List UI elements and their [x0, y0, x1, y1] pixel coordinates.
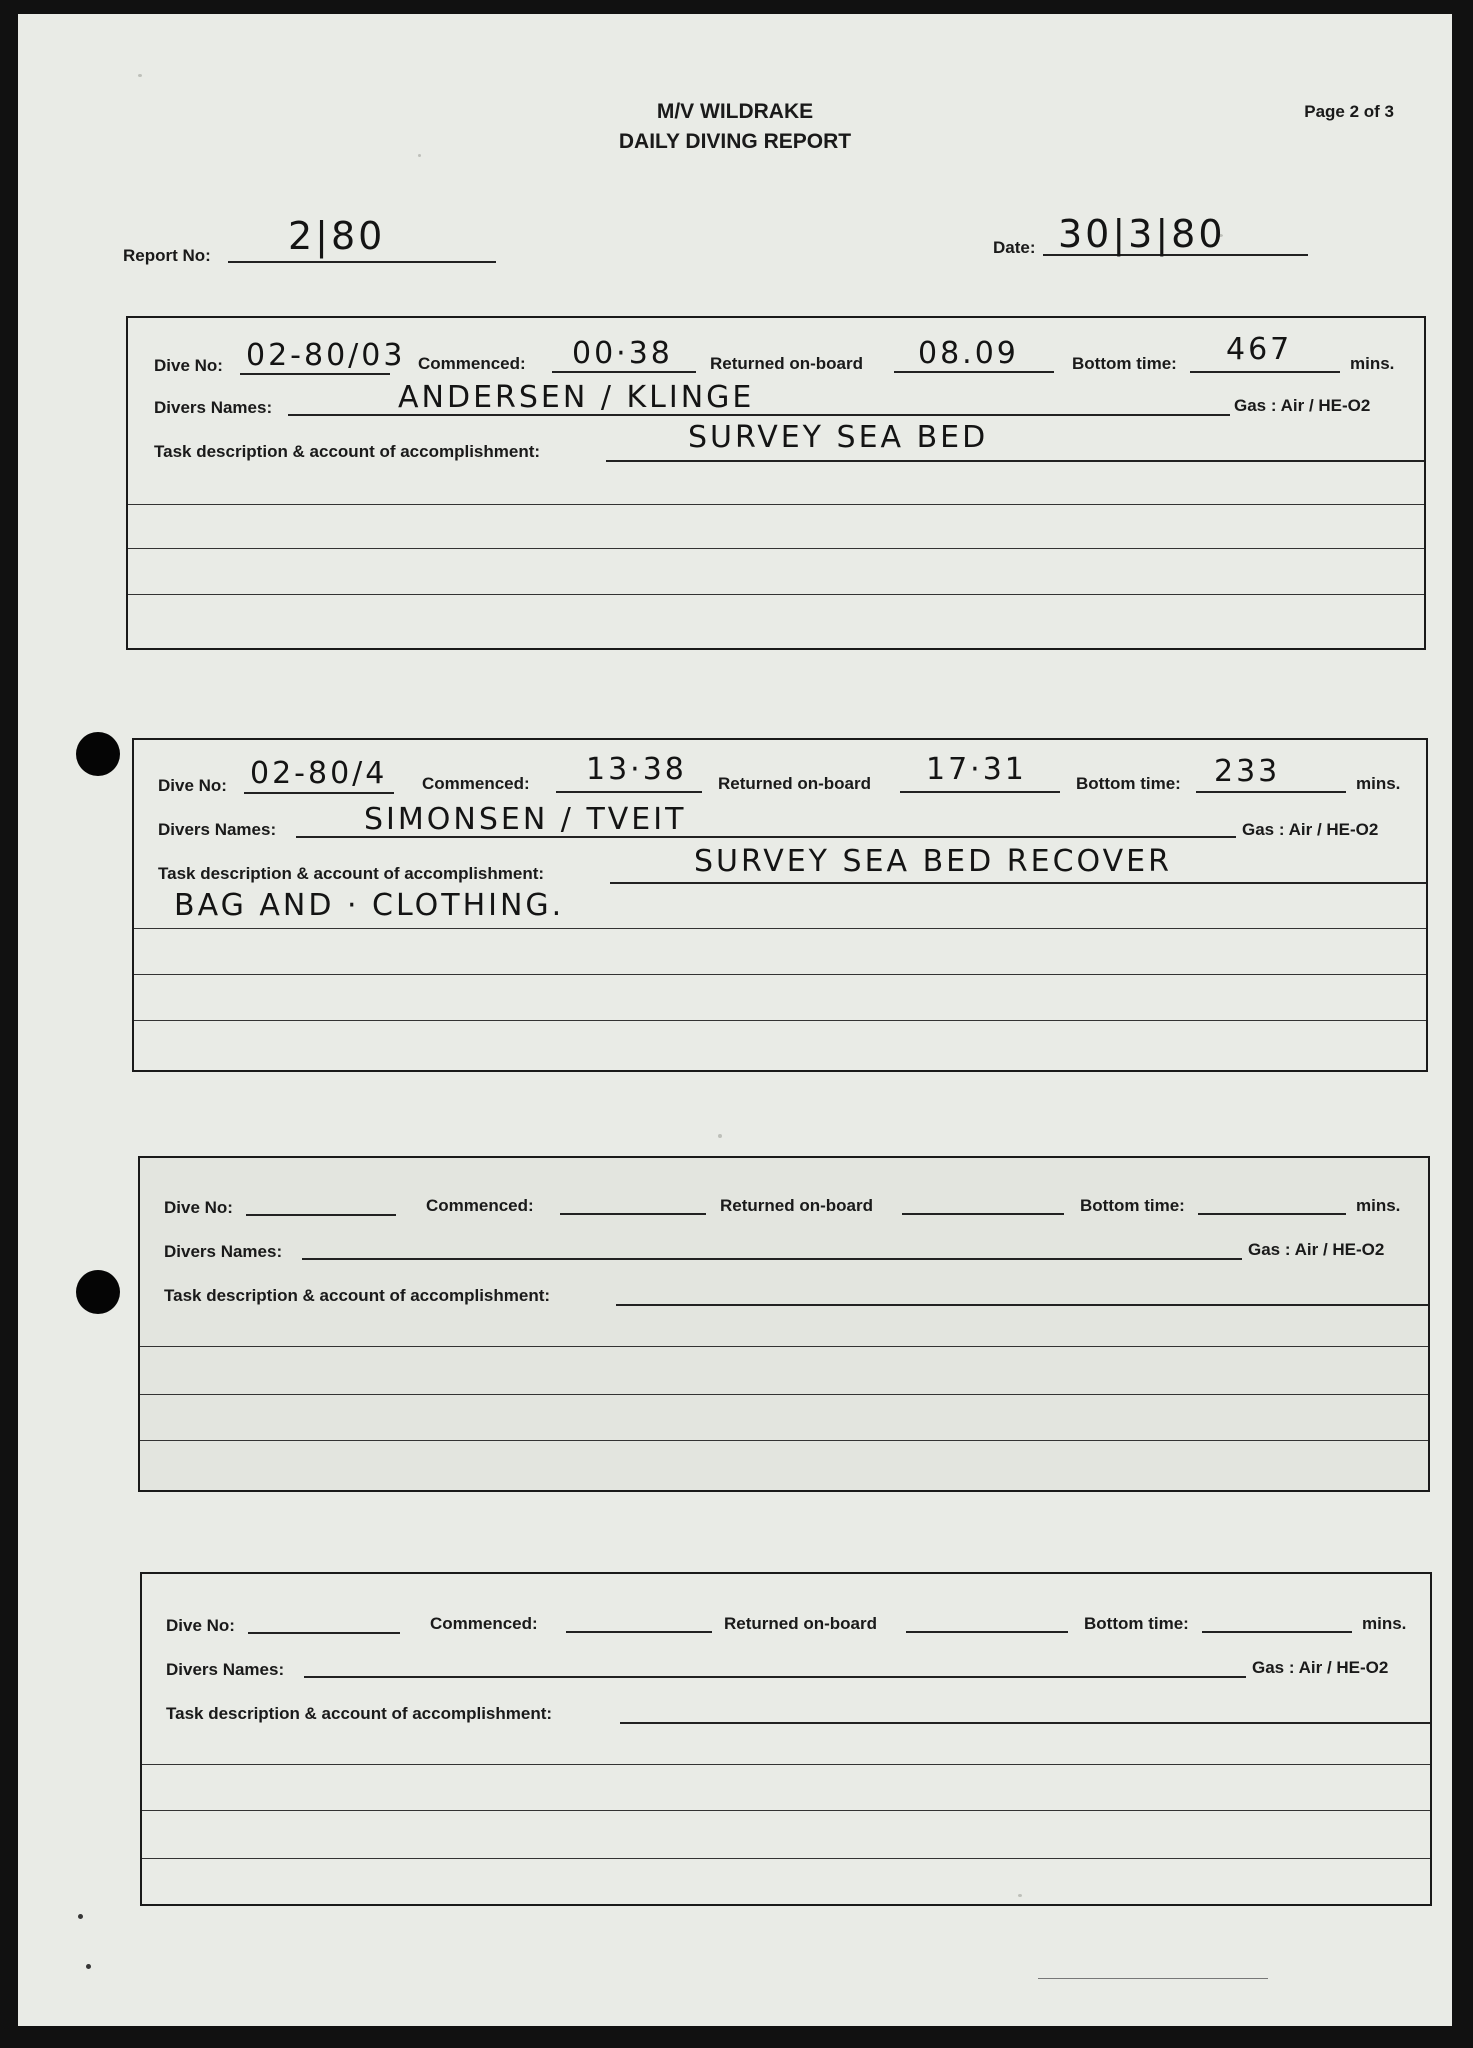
task-rule: [142, 1858, 1430, 1859]
dive-no-label: Dive No:: [154, 356, 223, 375]
commenced-label: Commenced:: [430, 1614, 538, 1633]
commenced-line: [552, 371, 696, 373]
mins-label: mins.: [1362, 1614, 1407, 1633]
task-label: Task description & account of accomplishment:: [154, 442, 541, 461]
date-value: 30|3|80: [1058, 212, 1226, 256]
divers-names-line: [304, 1676, 1246, 1678]
divers-names-line: [302, 1258, 1242, 1260]
report-no-value: 2|80: [288, 214, 386, 258]
returned-value: 08.09: [918, 336, 1019, 371]
page-number: Page 2 of 3: [1304, 102, 1394, 121]
divers-names-label: Divers Names:: [166, 1660, 285, 1679]
report-sheet: [18, 14, 1452, 2026]
task-rule: [128, 594, 1424, 595]
commenced-value: 13·38: [586, 752, 687, 787]
bottom-time-value: 467: [1226, 332, 1293, 367]
scan-speck: [418, 154, 421, 157]
dive-no-value: 02-80/4: [250, 756, 388, 791]
commenced-label: Commenced:: [422, 774, 530, 793]
task-label: Task description & account of accomplishment:: [164, 1286, 551, 1305]
task-line: [606, 460, 1424, 462]
task-label: Task description & account of accomplishment:: [166, 1704, 553, 1723]
returned-label: Returned on-board: [724, 1614, 877, 1633]
returned-line: [902, 1213, 1064, 1215]
gas-label: Gas : Air / HE-O2: [1252, 1658, 1389, 1677]
scan-speck: [86, 1964, 91, 1969]
commenced-value: 00·38: [572, 336, 673, 371]
commenced-label: Commenced:: [418, 354, 526, 373]
punch-hole: [76, 732, 120, 776]
task-line: [616, 1304, 1428, 1306]
mins-label: mins.: [1350, 354, 1395, 373]
divers-names-label: Divers Names:: [158, 820, 277, 839]
task-line: [620, 1722, 1430, 1724]
gas-label: Gas : Air / HE-O2: [1234, 396, 1371, 415]
task-label: Task description & account of accomplishment:: [158, 864, 545, 883]
date-label: Date:: [993, 238, 1036, 257]
gas-label: Gas : Air / HE-O2: [1248, 1240, 1385, 1259]
mins-label: mins.: [1356, 1196, 1401, 1215]
dive-no-label: Dive No:: [166, 1616, 235, 1635]
returned-line: [900, 791, 1060, 793]
bottom-time-value: 233: [1214, 754, 1281, 789]
commenced-line: [566, 1631, 712, 1633]
task-rule: [140, 1440, 1428, 1441]
returned-value: 17·31: [926, 752, 1027, 787]
task-rule: [128, 504, 1424, 505]
dive-no-line: [240, 373, 390, 375]
punch-hole: [76, 1270, 120, 1314]
task-rule: [140, 1394, 1428, 1395]
task-rule: [142, 1810, 1430, 1811]
task-rule: [134, 928, 1426, 929]
task-rule: [134, 974, 1426, 975]
report-no-line: [228, 261, 496, 263]
commenced-line: [556, 791, 702, 793]
returned-label: Returned on-board: [720, 1196, 873, 1215]
dive-entry-1: [126, 316, 1426, 650]
dive-no-line: [244, 792, 394, 794]
report-no-label: Report No:: [123, 246, 211, 265]
returned-label: Returned on-board: [710, 354, 863, 373]
returned-label: Returned on-board: [718, 774, 871, 793]
bottom-time-label: Bottom time:: [1080, 1196, 1185, 1215]
returned-line: [894, 371, 1054, 373]
vessel-name: M/V WILDRAKE: [656, 100, 814, 123]
bottom-edge-mark: [1038, 1978, 1268, 1979]
divers-names-label: Divers Names:: [154, 398, 273, 417]
dive-no-line: [248, 1632, 400, 1634]
bottom-time-line: [1202, 1631, 1352, 1633]
divers-names-value: SIMONSEN / TVEIT: [364, 802, 687, 837]
bottom-time-line: [1190, 371, 1340, 373]
dive-no-value: 02-80/03: [246, 338, 406, 373]
task-rule: [134, 1020, 1426, 1021]
gas-label: Gas : Air / HE-O2: [1242, 820, 1379, 839]
dive-entry-3: [138, 1156, 1430, 1492]
bottom-time-line: [1196, 791, 1346, 793]
dive-entry-4: [140, 1572, 1432, 1906]
bottom-time-label: Bottom time:: [1072, 354, 1177, 373]
dive-no-line: [246, 1214, 396, 1216]
task-rule: [140, 1346, 1428, 1347]
task-value-line1: SURVEY SEA BED: [688, 420, 989, 455]
task-rule: [142, 1764, 1430, 1765]
divers-names-value: ANDERSEN / KLINGE: [398, 380, 755, 415]
dive-no-label: Dive No:: [158, 776, 227, 795]
dive-no-label: Dive No:: [164, 1198, 233, 1217]
dive-entry-2: [132, 738, 1428, 1072]
task-rule: [128, 548, 1424, 549]
report-title: DAILY DIVING REPORT: [618, 130, 852, 153]
task-value-line2: BAG AND · CLOTHING.: [174, 888, 565, 923]
commenced-label: Commenced:: [426, 1196, 534, 1215]
bottom-time-label: Bottom time:: [1076, 774, 1181, 793]
returned-line: [906, 1631, 1068, 1633]
commenced-line: [560, 1213, 706, 1215]
bottom-time-line: [1198, 1213, 1346, 1215]
divers-names-label: Divers Names:: [164, 1242, 283, 1261]
task-line: [610, 882, 1426, 884]
scan-speck: [138, 74, 142, 77]
bottom-time-label: Bottom time:: [1084, 1614, 1189, 1633]
scan-speck: [718, 1134, 722, 1138]
mins-label: mins.: [1356, 774, 1401, 793]
scan-speck: [78, 1914, 83, 1919]
task-value-line1: SURVEY SEA BED RECOVER: [694, 844, 1172, 879]
